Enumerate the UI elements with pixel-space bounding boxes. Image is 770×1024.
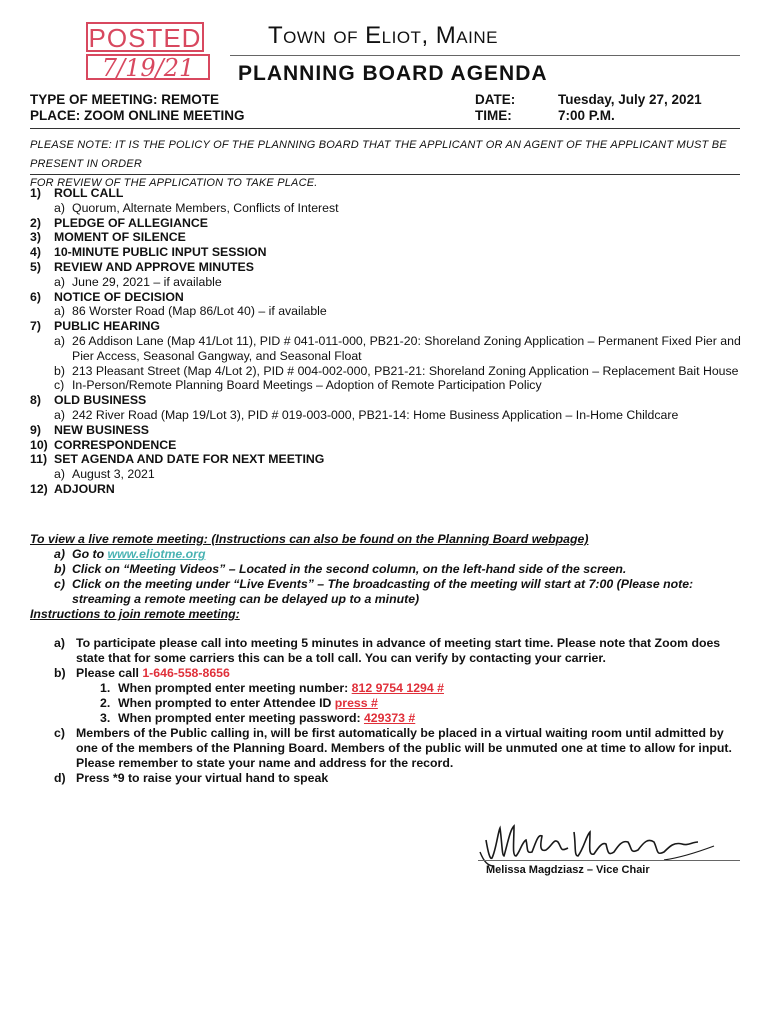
- join-heading: Instructions to join remote meeting:: [30, 607, 240, 621]
- agenda-subitem: a) August 3, 2021: [54, 467, 155, 482]
- agenda-subitem: a) 242 River Road (Map 19/Lot 3), PID # 019-003-000, PB21-14: Home Business Application – In-Home Childcare: [54, 407, 679, 422]
- agenda-item: 2) PLEDGE OF ALLEGIANCE: [30, 215, 208, 230]
- agenda-subitem: a) June 29, 2021 – if available: [54, 274, 222, 289]
- agenda-list: [30, 186, 745, 497]
- header-rule: [230, 55, 740, 56]
- phone-number: 1-646-558-8656: [142, 666, 230, 680]
- agenda-item: 11) SET AGENDA AND DATE FOR NEXT MEETING: [30, 452, 325, 467]
- agenda-item: 9) NEW BUSINESS: [30, 422, 149, 437]
- agenda-item: 3) MOMENT OF SILENCE: [30, 230, 186, 245]
- agenda-item: 10) CORRESPONDENCE: [30, 437, 177, 452]
- agenda-subitem: b) 213 Pleasant Street (Map 4/Lot 2), PID # 004-002-000, PB21-21: Shoreland Zoning Application – Replacement Bait House: [54, 363, 739, 378]
- meeting-number: 812 9754 1294 #: [351, 681, 444, 695]
- divider: [30, 128, 740, 129]
- join-substep: 2. When prompted to enter Attendee ID press #: [100, 696, 378, 710]
- join-instructions: [30, 636, 745, 786]
- page-title: PLANNING BOARD AGENDA: [238, 62, 548, 85]
- attendee-id: press #: [334, 696, 378, 710]
- instruction-step: c) Click on the meeting under “Live Events” – The broadcasting of the meeting will start at 7:00 (Please note: streaming a remote meeting can be delayed up to a minute): [54, 577, 694, 606]
- join-step: a) To participate please call into meeting 5 minutes in advance of meeting start time. Please note that Zoom does state that for some carriers this can be a toll call. You can verify by contacting your carrier.: [54, 636, 721, 665]
- join-step: d) Press *9 to raise your virtual hand to speak: [54, 771, 329, 785]
- agenda-item: 4) 10-MINUTE PUBLIC INPUT SESSION: [30, 245, 267, 260]
- instruction-step: a) Go to www.eliotme.org: [54, 547, 206, 561]
- join-substep: 3. When prompted enter meeting password: 429373 #: [100, 711, 416, 725]
- agenda-item: 6) NOTICE OF DECISION: [30, 289, 184, 304]
- join-substep: 1. When prompted enter meeting number: 812 9754 1294 #: [100, 681, 444, 695]
- signature-line: [478, 860, 740, 861]
- agenda-subitem: c) In-Person/Remote Planning Board Meetings – Adoption of Remote Participation Policy: [54, 378, 542, 393]
- agenda-subitem: a) Quorum, Alternate Members, Conflicts of Interest: [54, 200, 339, 215]
- meeting-place: PLACE: ZOOM ONLINE MEETING: [30, 108, 245, 123]
- agenda-item: 1) ROLL CALL: [30, 186, 124, 200]
- time-value: 7:00 P.M.: [558, 108, 615, 123]
- agenda-item: 8) OLD BUSINESS: [30, 393, 147, 408]
- posted-date-stamp: 7/19/21: [86, 54, 210, 80]
- agenda-item: 7) PUBLIC HEARING: [30, 319, 160, 334]
- agenda-item: 5) REVIEW AND APPROVE MINUTES: [30, 259, 254, 274]
- meeting-type: TYPE OF MEETING: REMOTE: [30, 92, 220, 107]
- divider: [30, 174, 740, 175]
- join-step: c) Members of the Public calling in, will be first automatically be placed in a virtual waiting room until admitted by one of the members of the Planning Board. Members of the public will be unmuted one at time to allow for input. Please remember to state your name and address for the record.: [54, 726, 732, 770]
- policy-note: PLEASE NOTE: IT IS THE POLICY OF THE PLANNING BOARD THAT THE APPLICANT OR AN AGENT OF THE APPLICANT MUST BE PRESENT IN ORDER FOR REVIEW OF THE APPLICATION TO TAKE PLACE.: [30, 139, 727, 189]
- date-value: Tuesday, July 27, 2021: [558, 92, 702, 107]
- signatory-name: Melissa Magdziasz – Vice Chair: [486, 864, 650, 876]
- agenda-subitem: a) 26 Addison Lane (Map 41/Lot 11), PID # 041-011-000, PB21-20: Shoreland Zoning Application – Permanent Fixed Pier and Pier Access, Seasonal Gangway, and Seasonal Float: [54, 333, 741, 363]
- remote-view-instructions: [30, 532, 745, 622]
- instruction-step: b) Click on “Meeting Videos” – Located in the second column, on the left-hand side of the screen.: [54, 562, 627, 576]
- town-name: Town of Eliot, Maine: [268, 22, 498, 49]
- date-label: DATE:: [475, 92, 516, 107]
- agenda-subitem: a) 86 Worster Road (Map 86/Lot 40) – if available: [54, 304, 327, 319]
- meeting-password: 429373 #: [363, 711, 416, 725]
- website-link[interactable]: www.eliotme.org: [107, 547, 206, 561]
- join-step: b) Please call 1-646-558-8656: [54, 666, 230, 680]
- posted-stamp: POSTED: [86, 22, 204, 52]
- agenda-item: 12) ADJOURN: [30, 481, 115, 496]
- remote-view-heading: To view a live remote meeting: (Instructions can also be found on the Planning Board webpage): [30, 532, 589, 546]
- time-label: TIME:: [475, 108, 512, 123]
